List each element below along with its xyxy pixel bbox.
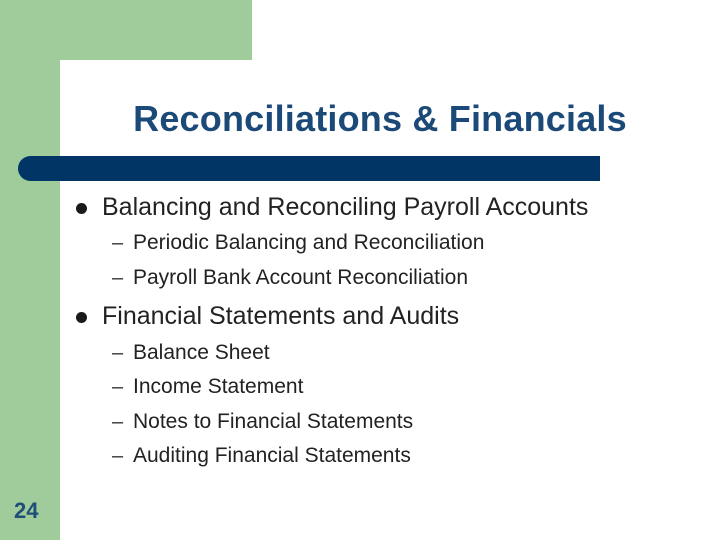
bullet-dot-icon [76,203,87,214]
dash-marker: – [112,267,124,289]
bullet-item: Financial Statements and Audits [102,302,460,330]
sub-bullet-item: Auditing Financial Statements [133,444,411,467]
sub-bullet-item: Income Statement [133,375,304,398]
dash-marker: – [112,232,124,254]
sub-bullet-item: Periodic Balancing and Reconciliation [133,231,485,254]
bullet-dot-icon [76,312,87,323]
slide-title: Reconciliations & Financials [133,98,627,139]
page-number: 24 [14,498,39,523]
dash-marker: – [112,342,124,364]
dash-marker: – [112,445,124,467]
sub-bullet-item: Notes to Financial Statements [133,410,414,433]
dash-marker: – [112,411,124,433]
sub-bullet-item: Payroll Bank Account Reconciliation [133,266,469,289]
bullet-item: Balancing and Reconciling Payroll Accounts [102,193,589,221]
sub-bullet-item: Balance Sheet [133,341,270,364]
dash-marker: – [112,376,124,398]
